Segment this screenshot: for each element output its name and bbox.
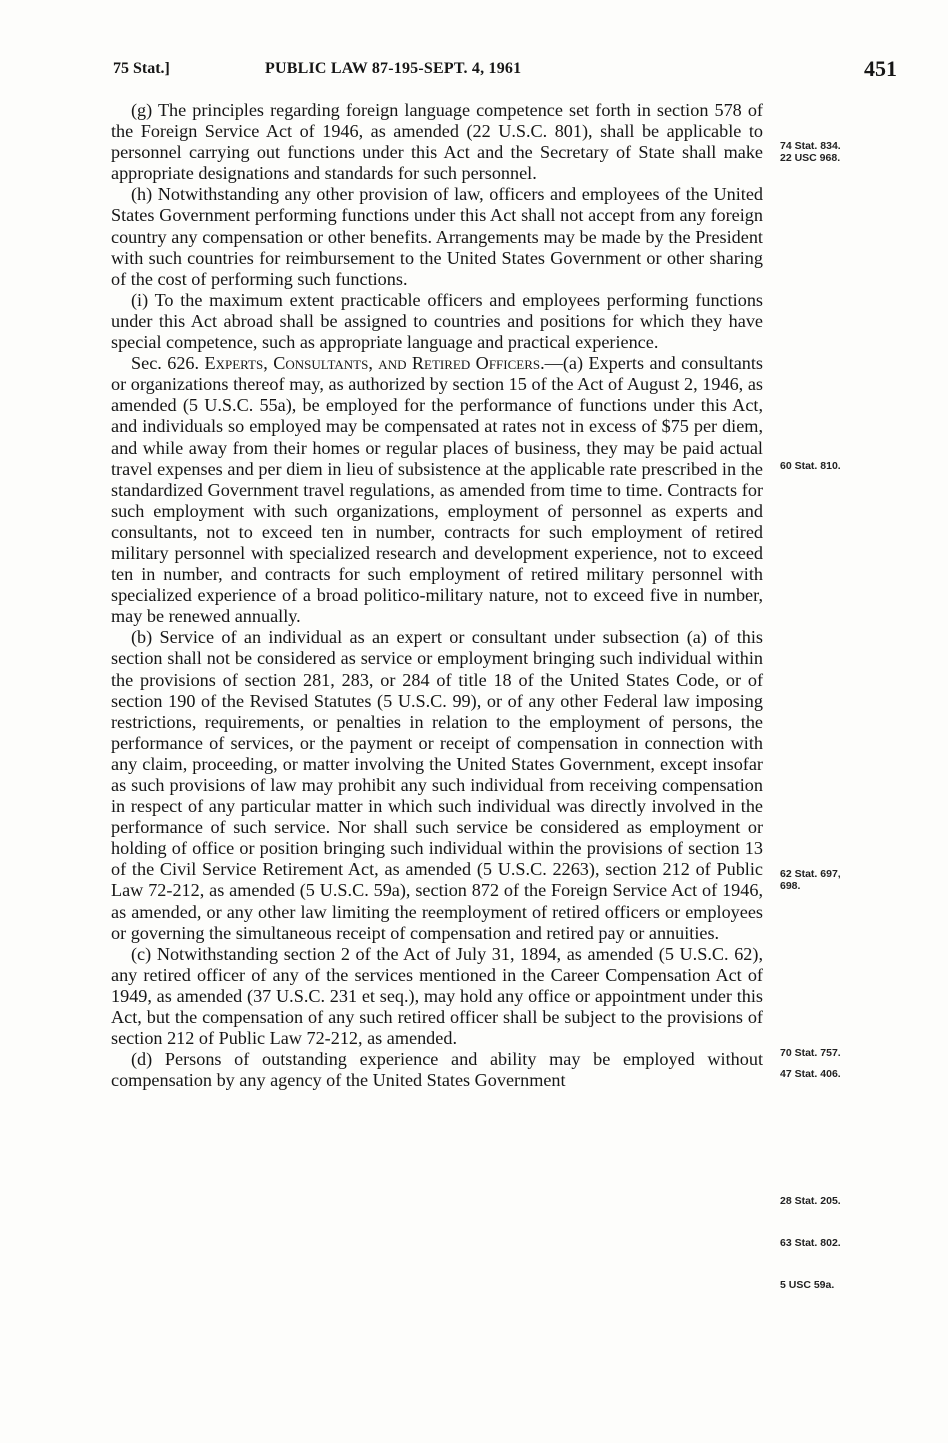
- paragraph-h: (h) Notwithstanding any other provision of law, officers and employees of the United States Government performing functions under this Act shall not accept from any foreign country any compensation or other benefits. Arrangements may be made by the President with such countries for reimbursement to the United States Government or other sharing of the cost of performing such functions.: [111, 184, 763, 289]
- margin-note: 47 Stat. 406.: [780, 1068, 841, 1080]
- paragraph-b: (b) Service of an individual as an expert or consultant under subsection (a) of this section shall not be considered as service or employment bringing such individual within the provisions of section 281, 283, or 284 of title 18 of the United States Code, or of section 190 of the Revised Statutes (5 U.S.C. 99), or of any other Federal law imposing restrictions, requirements, or penalties in relation to the employment of persons, the performance of services, or the payment or receipt of compensation in connection with any claim, proceeding, or matter involving the United States Government, except insofar as such provisions of law may prohibit any such individual from receiving compensation in respect of any particular matter in which such individual was directly involved in the performance of such service. Nor shall such service be considered as employment or holding of office or position bringing such individual within the provisions of section 13 of the Civil Service Retirement Act, as amended (5 U.S.C. 2263), section 212 of Public Law 72-212, as amended (5 U.S.C. 59a), section 872 of the Foreign Service Act of 1946, as amended, or any other law limiting the reemployment of retired officers or employees or governing the simultaneous receipt of compensation and retired pay or annuities.: [111, 627, 763, 943]
- margin-note: 70 Stat. 757.: [780, 1047, 841, 1059]
- margin-note: 5 USC 59a.: [780, 1279, 835, 1291]
- paragraph-g: (g) The principles regarding foreign language competence set forth in section 578 of the Foreign Service Act of 1946, as amended (22 U.S.C. 801), shall be applicable to personnel carrying out functions under this Act and the Secretary of State shall make appropriate designations and standards for such personnel.: [111, 100, 763, 184]
- paragraph-c: (c) Notwithstanding section 2 of the Act of July 31, 1894, as amended (5 U.S.C. 62), any retired officer of any of the services mentioned in the Career Compensation Act of 1949, as amended (37 U.S.C. 231 et seq.), may hold any office or appointment under this Act, but the compensation of any such retired officer shall be subject to the provisions of section 212 of Public Law 72-212, as amended.: [111, 943, 763, 1049]
- section-626-a: [111, 353, 763, 627]
- margin-note: 62 Stat. 697, 698.: [780, 868, 841, 892]
- section-626-a-text: —(a) Experts and consultants or organizations thereof may, as authorized by section 15 of the Act of August 2, 1946, as amended (5 U.S.C. 55a), be employed for the performance of functions under this Act, and individuals so employed may be compensated at rates not in excess of $75 per diem, and while away from their homes or regular places of business, they may be paid actual travel expenses and per diem in lieu of subsistence at the applicable rate prescribed in the standardized Government travel regulations, as amended from time to time. Contracts for such employment with such organizations, employment of personnel as experts and consultants, not to exceed ten in number, contracts for such employment of retired military personnel with specialized research and development experience, not to exceed ten in number, and contracts for such employment of retired military personnel with specialized experience of a broad politico-military nature, not to exceed five in number, may be renewed annually.: [111, 353, 763, 627]
- section-number: Sec. 626.: [131, 353, 205, 374]
- statute-text: [111, 100, 763, 1091]
- margin-note: 74 Stat. 834. 22 USC 968.: [780, 140, 841, 164]
- page-number: 451: [864, 56, 897, 81]
- section-heading: Experts, Consultants, and Retired Officers.: [204, 353, 545, 374]
- margin-note: 28 Stat. 205.: [780, 1195, 841, 1207]
- page-header: [113, 56, 921, 86]
- stat-reference: 75 Stat.]: [113, 60, 170, 77]
- margin-note: 63 Stat. 802.: [780, 1237, 841, 1249]
- running-title: PUBLIC LAW 87-195-SEPT. 4, 1961: [265, 60, 522, 77]
- margin-note: 60 Stat. 810.: [780, 460, 841, 472]
- paragraph-d: (d) Persons of outstanding experience and ability may be employed without compensation by any agency of the United States Government: [111, 1049, 763, 1091]
- paragraph-i: (i) To the maximum extent practicable officers and employees performing functions under this Act abroad shall be assigned to countries and positions for which they have special competence, such as appropriate language and practical experience.: [111, 289, 763, 353]
